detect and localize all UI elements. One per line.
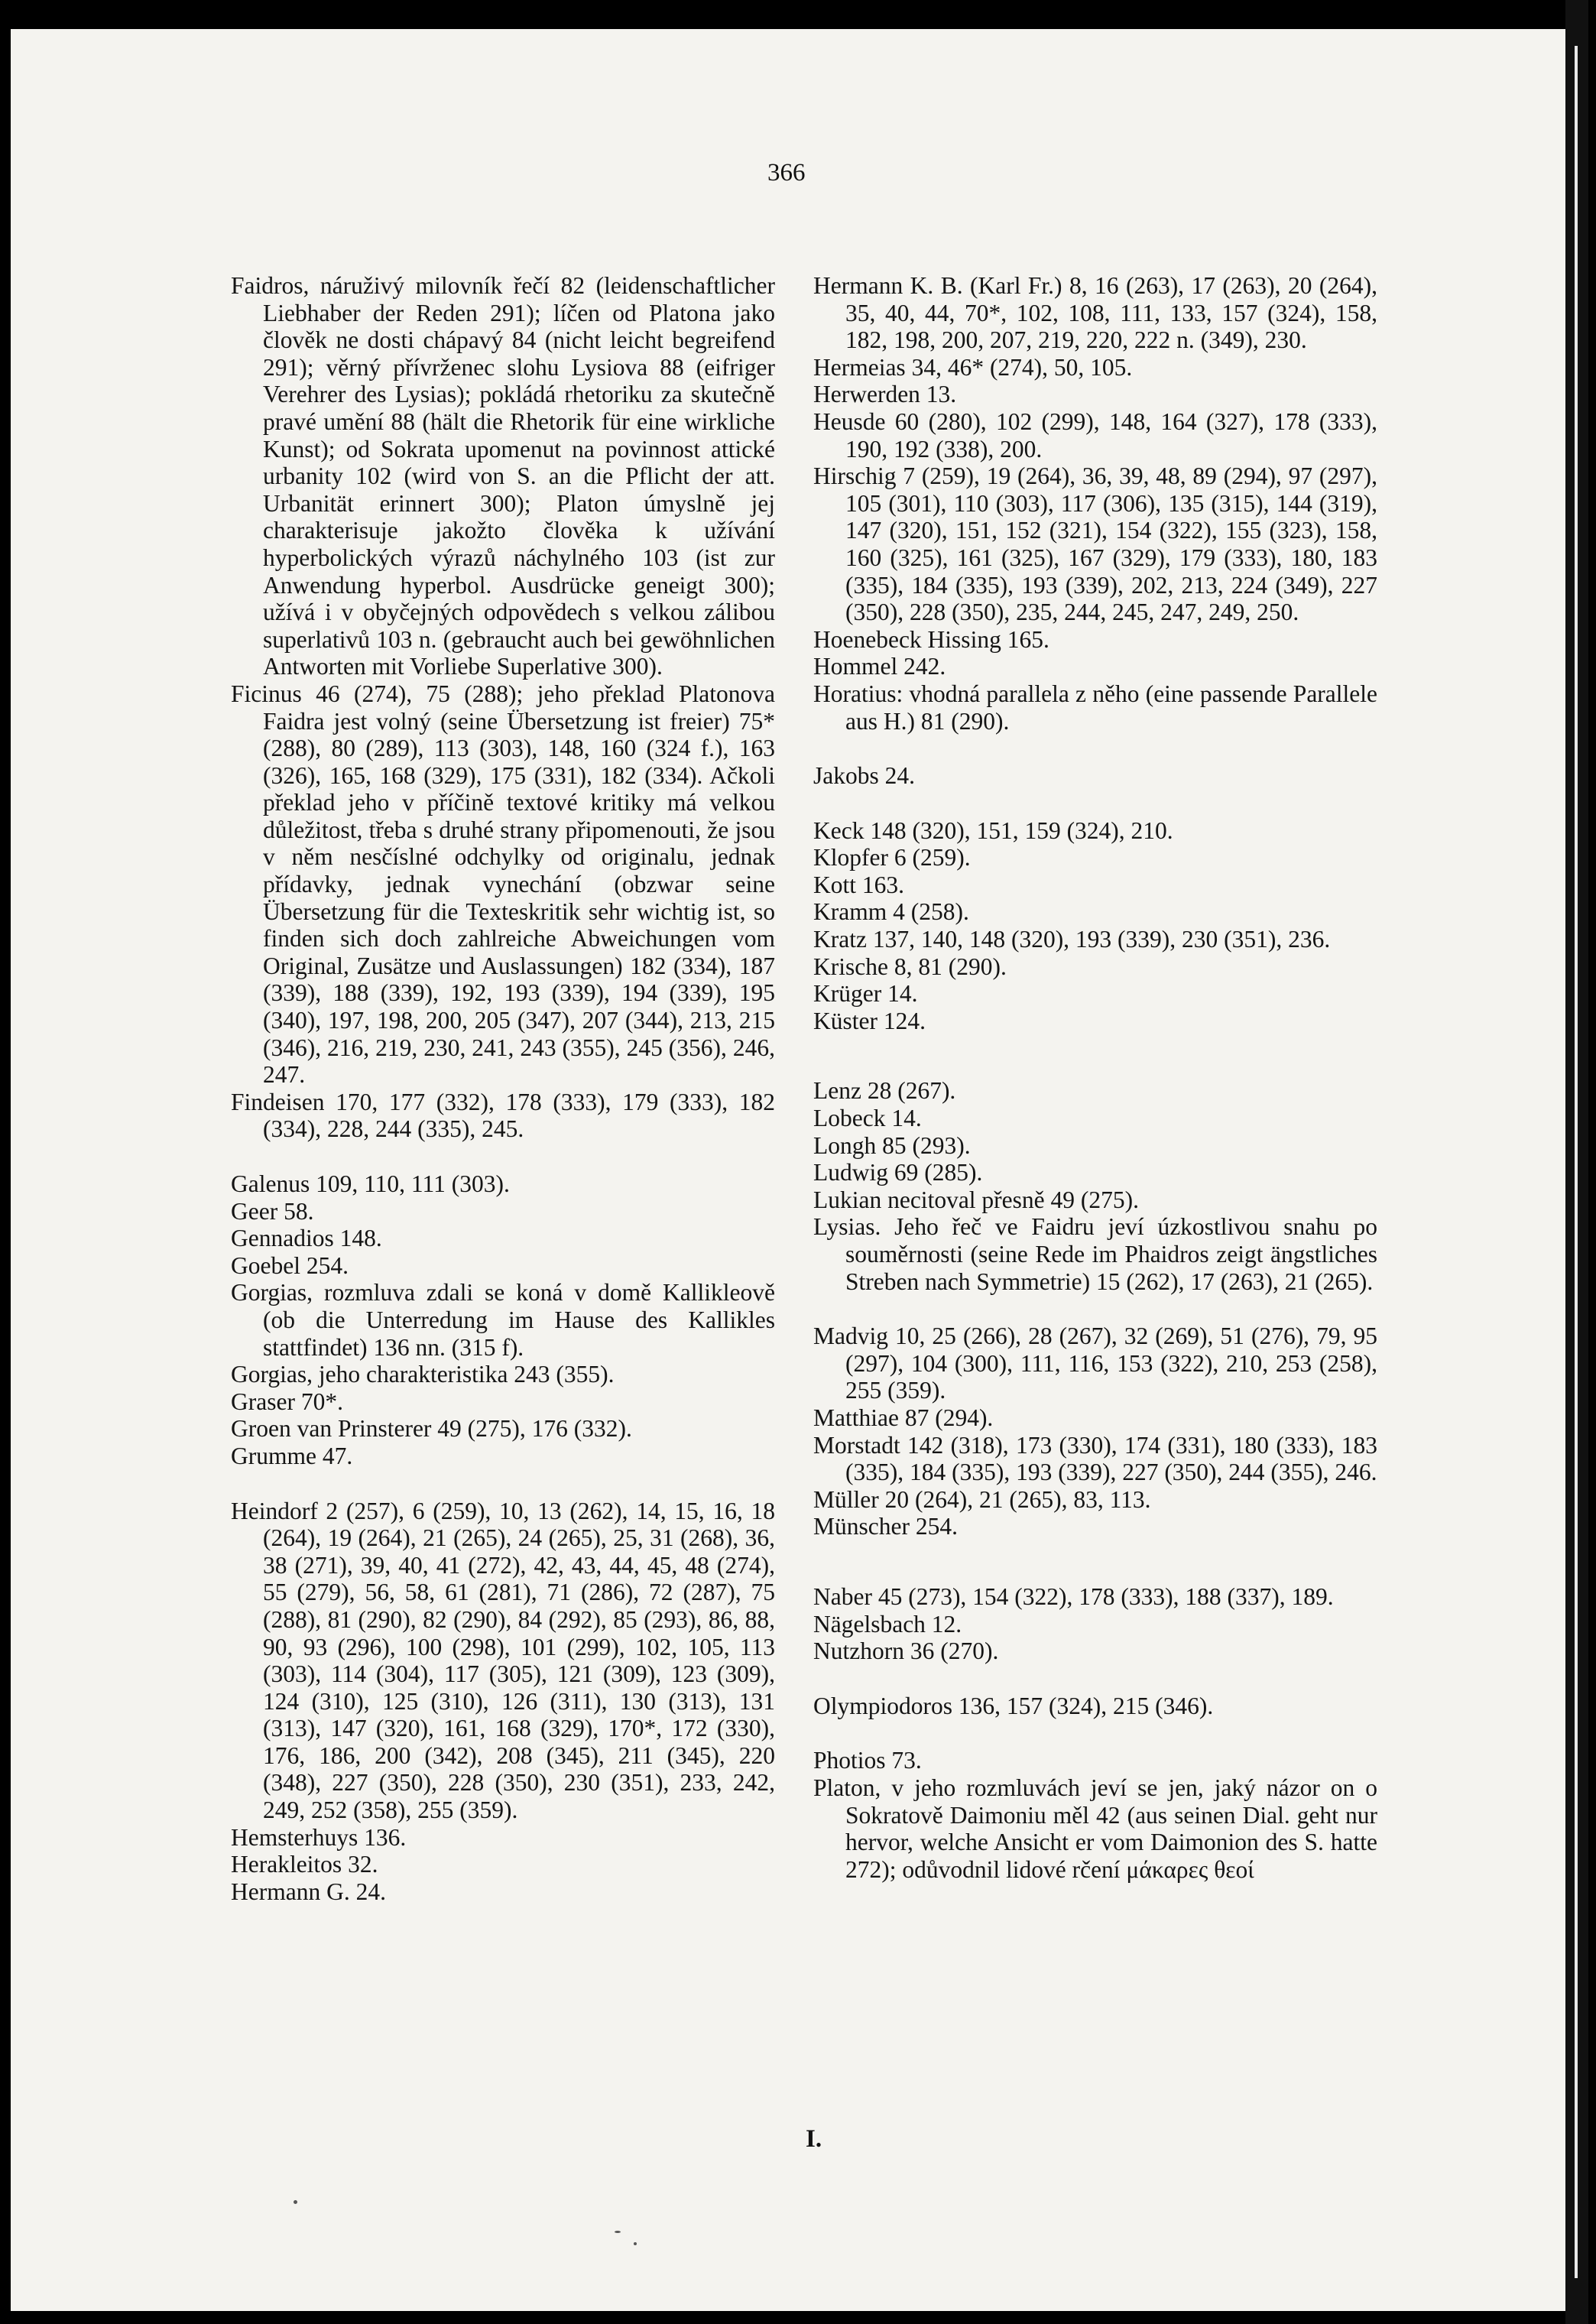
- index-entry-herwerden: Herwerden 13.: [813, 381, 957, 408]
- index-entry-heindorf: Heindorf 2 (257), 6 (259), 10, 13 (262), 14, 15, 16, 18 (264), 19 (264), 21 (265), 24 (265), 25, 31 (268), 36, 38 (271), 39, 40, 41 (272), 42, 43, 44, 45, 48 (274), 55 (279), 56, 58, 61 (281), 71 (286), 72 (287), 75 (288), 81 (290), 82 (290), 84 (292), 85 (293), 86, 88, 90, 93 (296), 100 (298), 101 (299), 102, 105, 113 (303), 114 (304), 117 (305), 121 (309), 123 (309), 124 (310), 125 (310), 126 (311), 130 (313), 131 (313), 147 (320), 161, 168 (329), 170*, 172 (330), 176, 186, 200 (342), 208 (345), 211 (345), 220 (348), 227 (350), 228 (350), 230 (351), 233, 242, 249, 252 (358), 255 (359).: [231, 1497, 775, 1824]
- index-entry-groen: Groen van Prinsterer 49 (275), 176 (332).: [231, 1415, 632, 1443]
- index-entry-goebel: Goebel 254.: [231, 1251, 349, 1279]
- index-entry-jakobs: Jakobs 24.: [813, 762, 915, 790]
- page-number: 366: [767, 159, 806, 187]
- index-entry-hirschig: Hirschig 7 (259), 19 (264), 36, 39, 48, 89 (294), 97 (297), 105 (301), 110 (303), 117 (306), 135 (315), 144 (319), 147 (320), 151, 152 (321), 154 (322), 155 (323), 158, 160 (325), 161 (325), 167 (329), 179 (333), 180, 183 (335), 184 (335), 193 (339), 202, 213, 224 (349), 227 (350), 228 (350), 235, 244, 245, 247, 249, 250.: [813, 463, 1377, 626]
- index-entry-geer: Geer 58.: [231, 1197, 314, 1225]
- index-entry-madvig: Madvig 10, 25 (266), 28 (267), 32 (269), 51 (276), 79, 95 (297), 104 (300), 111, 116, 153 (322), 210, 253 (258), 255 (359).: [813, 1323, 1377, 1404]
- scan-border-line: [1575, 46, 1578, 2278]
- dust-speck: [615, 2231, 621, 2233]
- index-entry-kruger: Krüger 14.: [813, 980, 918, 1008]
- index-entry-ludwig: Ludwig 69 (285).: [813, 1159, 983, 1186]
- index-entry-faidros: Faidros, náruživý milovník řečí 82 (leidenschaftlicher Liebhaber der Reden 291); líčen od Platona jako člověk ne dosti chápavý 84 (nicht leicht begreifend 291); věrný přívrženec slohu Lysiova 88 (eifriger Verehrer des Lysias); pokládá rhetoriku za skutečně pravé umění 88 (hält die Rhetorik für eine wirkliche Kunst); od Sokrata upomenut na povinnost attické urbanity 102 (wird von S. an die Pflicht der att. Urbanität erinnert 300); Platon úmyslně jej charakterisuje jakožto člověka k užívání hyperbolických výrazů náchylného 103 (ist zur Anwendung hyperbol. Ausdrücke geneigt 300); užívá i v obyčejných odpovědech s velkou zálibou superlativů 103 n. (gebraucht auch bei gewöhnlichen Antworten mit Vorliebe Superlative 300).: [231, 272, 775, 680]
- signature-mark: I.: [806, 2125, 822, 2153]
- index-entry-heusde: Heusde 60 (280), 102 (299), 148, 164 (327), 178 (333), 190, 192 (338), 200.: [813, 407, 1377, 463]
- index-entry-olympiodoros: Olympiodoros 136, 157 (324), 215 (346).: [813, 1692, 1214, 1719]
- entry-gap: [813, 1540, 1377, 1583]
- index-entry-hermann-g: Hermann G. 24.: [231, 1878, 386, 1905]
- index-entry-longh: Longh 85 (293).: [813, 1131, 971, 1159]
- index-entry-hermann-kb: Hermann K. B. (Karl Fr.) 8, 16 (263), 17 (263), 20 (264), 35, 40, 44, 70*, 102, 108, 111, 133, 157 (324), 158, 182, 198, 200, 207, 219, 220, 222 n. (349), 230.: [813, 272, 1377, 354]
- index-entry-nutzhorn: Nutzhorn 36 (270).: [813, 1638, 999, 1665]
- index-entry-morstadt: Morstadt 142 (318), 173 (330), 174 (331), 180 (333), 183 (335), 184 (335), 193 (339), 227 (350), 244 (355), 246.: [813, 1431, 1377, 1486]
- index-entry-grumme: Grumme 47.: [231, 1442, 353, 1469]
- dust-speck: [294, 2200, 297, 2204]
- index-entry-nagelsbach: Nägelsbach 12.: [813, 1610, 962, 1638]
- index-entry-krische: Krische 8, 81 (290).: [813, 953, 1007, 980]
- index-entry-hommel: Hommel 242.: [813, 653, 946, 680]
- index-entry-matthiae: Matthiae 87 (294).: [813, 1404, 994, 1431]
- dust-speck: [634, 2242, 637, 2245]
- index-entry-kramm: Kramm 4 (258).: [813, 898, 969, 926]
- entry-gap: [813, 1665, 1377, 1693]
- index-column-left: [231, 272, 775, 1905]
- index-entry-herakleitos: Herakleitos 32.: [231, 1851, 378, 1878]
- index-entry-galenus: Galenus 109, 110, 111 (303).: [231, 1170, 510, 1197]
- index-entry-lysias: Lysias. Jeho řeč ve Faidru jeví úzkostlivou snahu po souměrnosti (seine Rede im Phaidros zeigt ängstliches Streben nach Symmetrie) 15 (262), 17 (263), 21 (265).: [813, 1213, 1377, 1295]
- index-entry-kuster: Küster 124.: [813, 1007, 926, 1034]
- index-entry-naber: Naber 45 (273), 154 (322), 178 (333), 188 (337), 189.: [813, 1582, 1334, 1610]
- entry-gap: [813, 735, 1377, 762]
- index-entry-lenz: Lenz 28 (267).: [813, 1077, 956, 1105]
- index-entry-gorgias1: Gorgias, rozmluva zdali se koná v domě Kallikleově (ob die Unterredung im Hause des Kallikles stattfindet) 136 nn. (315 f).: [231, 1279, 775, 1361]
- index-entry-findeisen: Findeisen 170, 177 (332), 178 (333), 179 (333), 182 (334), 228, 244 (335), 245.: [231, 1088, 775, 1143]
- entry-gap: [813, 1295, 1377, 1323]
- index-entry-hemsterhuys: Hemsterhuys 136.: [231, 1823, 407, 1851]
- index-entry-klopfer: Klopfer 6 (259).: [813, 844, 971, 872]
- index-entry-ficinus: Ficinus 46 (274), 75 (288); jeho překlad Platonova Faidra jest volný (seine Übersetzung ist freier) 75* (288), 80 (289), 113 (303), 148, 160 (324 f.), 163 (326), 165, 168 (329), 175 (331), 182 (334). Ačkoli překlad jeho v příčině textové kritiky má velkou důležitost, třeba s druhé strany připomenouti, že jsou v něm nesčíslné odchylky od originalu, jednak přídavky, jednak vynechání (obzwar seine Übersetzung für die Texteskritik sehr wichtig ist, so finden sich doch zahlreiche Abweichungen vom Original, Zusätze und Auslassungen) 182 (334), 187 (339), 188 (339), 192, 193 (339), 194 (339), 195 (340), 197, 198, 200, 205 (347), 207 (344), 213, 215 (346), 216, 219, 230, 241, 243 (355), 245 (356), 246, 247.: [231, 680, 775, 1089]
- entry-gap: [813, 1719, 1377, 1747]
- entry-gap: [231, 1143, 775, 1170]
- index-entry-gennadios: Gennadios 148.: [231, 1225, 382, 1252]
- index-entry-photios: Photios 73.: [813, 1747, 922, 1774]
- index-entry-hoenebeck: Hoenebeck Hissing 165.: [813, 625, 1049, 653]
- book-page: [11, 29, 1565, 2311]
- entry-gap: [813, 1034, 1377, 1077]
- index-entry-horatius: Horatius: vhodná parallela z něho (eine passende Parallele aus H.) 81 (290).: [813, 680, 1377, 735]
- index-entry-lukian: Lukian necitoval přesně 49 (275).: [813, 1186, 1139, 1213]
- index-entry-lobeck: Lobeck 14.: [813, 1105, 922, 1132]
- index-entry-keck: Keck 148 (320), 151, 159 (324), 210.: [813, 816, 1173, 844]
- index-entry-hermeias: Hermeias 34, 46* (274), 50, 105.: [813, 353, 1133, 381]
- index-entry-kratz: Kratz 137, 140, 148 (320), 193 (339), 230 (351), 236.: [813, 926, 1331, 953]
- index-entry-graser: Graser 70*.: [231, 1388, 343, 1415]
- index-entry-muller: Müller 20 (264), 21 (265), 83, 113.: [813, 1485, 1151, 1513]
- index-entry-gorgias2: Gorgias, jeho charakteristika 243 (355).: [231, 1361, 615, 1388]
- entry-gap: [813, 790, 1377, 817]
- index-column-right: [813, 272, 1377, 1883]
- index-entry-kott: Kott 163.: [813, 871, 905, 898]
- entry-gap: [231, 1470, 775, 1498]
- index-entry-platon: Platon, v jeho rozmluvách jeví se jen, jaký názor on o Sokratově Daimoniu měl 42 (aus seinen Dial. geht nur hervor, welche Ansicht er vom Daimonion des S. hatte 272); odůvodnil lidové rčení μάκαρες θεοί: [813, 1774, 1377, 1883]
- index-entry-munscher: Münscher 254.: [813, 1513, 958, 1540]
